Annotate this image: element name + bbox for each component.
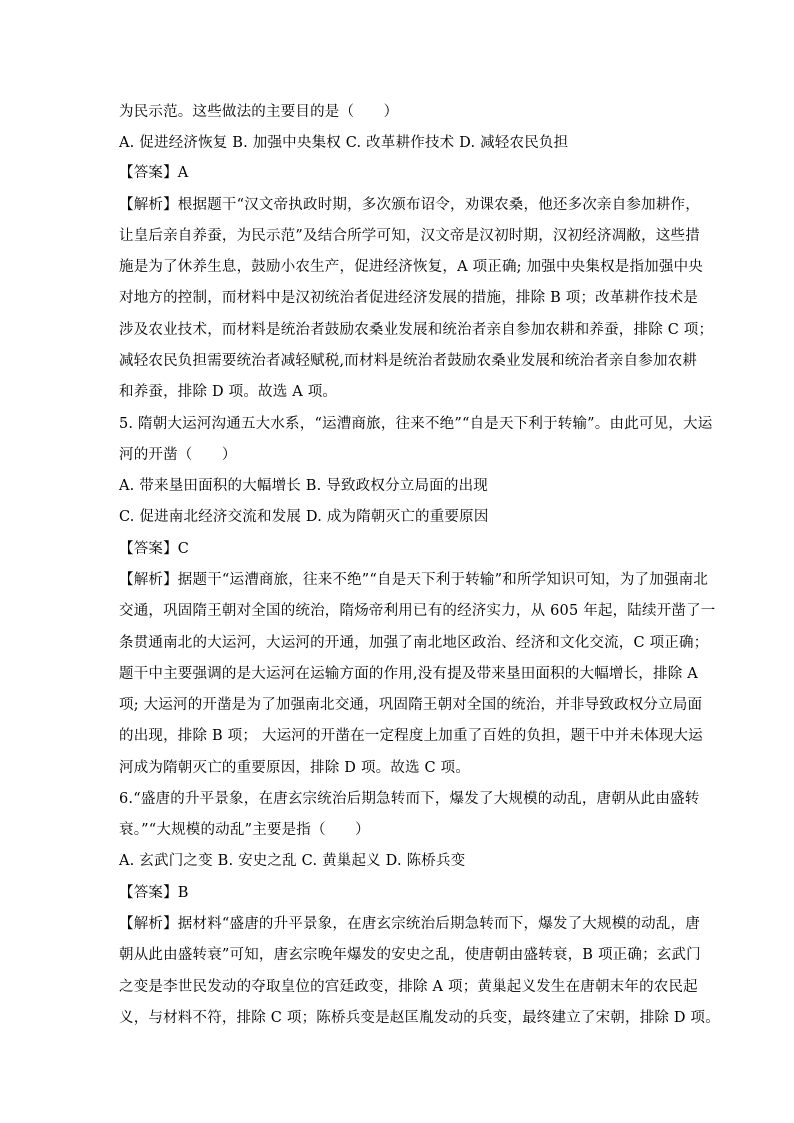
question-5-stem: 5. 隋朝大运河沟通五大水系，“运漕商旅，往来不绝”“自是天下利于转输”。由此可见，大运 [119,416,713,432]
question-6-options: A. 玄武门之变 B. 安史之乱 C. 黄巢起义 D. 陈桥兵变 [119,853,466,869]
question-6-analysis-line: 之变是李世民发动的夺取皇位的宫廷政变，排除 A 项；黄巢起义发生在唐朝末年的农民起 [119,979,698,995]
question-5-answer: 【答案】C [119,541,190,557]
question-4-analysis-line: 涉及农业技术，而材料是统治者鼓励农桑业发展和统治者亲自参加农耕和养蚕，排除 C 项； [119,322,714,338]
question-4-analysis-line: 减轻农民负担需要统治者减轻赋税,而材料是统治者鼓励农桑业发展和统治者亲自参加农耕 [119,353,698,369]
question-6-stem: 6.“盛唐的升平景象，在唐玄宗统治后期急转而下，爆发了大规模的动乱，唐朝从此由盛转 [119,791,700,807]
question-5-analysis-line: 【解析】据题干“运漕商旅，往来不绝”“自是天下利于转输”和所学知识可知，为了加强南北 [119,572,709,588]
question-5-analysis-line: 河成为隋朝灭亡的重要原因，排除 D 项。故选 C 项。 [119,760,471,776]
question-6-answer: 【答案】B [119,885,189,901]
question-5-options: A. 带来垦田面积的大幅增长 B. 导致政权分立局面的出现 [119,478,488,494]
question-6-analysis-line: 义，与材料不符，排除 C 项；陈桥兵变是赵匡胤发动的兵变，最终建立了宋朝，排除 D 项。 [119,1010,720,1026]
question-4-analysis-line: 对地方的控制，而材料中是汉初统治者促进经济发展的措施，排除 B 项；改革耕作技术是 [119,290,699,306]
question-4-analysis-line: 和养蚕，排除 D 项。故选 A 项。 [119,384,338,400]
question-4-analysis-line: 让皇后亲自养蚕，为民示范”及结合所学可知，汉文帝是汉初时期，汉初经济凋敝，这些措 [119,228,700,244]
question-5-options: C. 促进南北经济交流和发展 D. 成为隋朝灭亡的重要原因 [119,509,489,525]
question-5-analysis-line: 交通，巩固隋王朝对全国的统治，隋炀帝利用已有的经济实力，从 605 年起，陆续开凿了一 [119,603,716,619]
question-5-analysis-line: 项; 大运河的开凿是为了加强南北交通，巩固隋王朝对全国的统治，并非导致政权分立局面 [119,697,703,713]
question-4-analysis-line: 施是为了休养生息，鼓励小农生产，促进经济恢复，A 项正确; 加强中央集权是指加强中央 [119,259,703,275]
question-5-analysis-line: 的出现，排除 B 项； 大运河的开凿在一定程度上加重了百姓的负担，题干中并未体现大运 [119,728,703,744]
question-5-analysis-line: 题干中主要强调的是大运河在运输方面的作用,没有提及带来垦田面积的大幅增长，排除 A [119,666,698,682]
question-5-analysis-line: 条贯通南北的大运河，大运河的开通，加强了南北地区政治、经济和文化交流，C 项正确； [119,635,709,651]
question-4-answer: 【答案】A [119,165,189,181]
question-6-analysis-line: 【解析】据材料“盛唐的升平景象，在唐玄宗统治后期急转而下，爆发了大规模的动乱，唐 [119,916,700,932]
question-4-stem-end: 为民示范。这些做法的主要目的是（ ） [119,104,399,120]
question-4-options: A. 促进经济恢复 B. 加强中央集权 C. 改革耕作技术 D. 减轻农民负担 [119,135,569,151]
question-6-analysis-line: 朝从此由盛转衰”可知，唐玄宗晚年爆发的安史之乱，使唐朝由盛转衰，B 项正确；玄武门 [119,947,701,963]
question-5-stem: 河的开凿（ ） [119,447,237,463]
question-4-analysis-line: 【解析】根据题干“汉文帝执政时期，多次颁布诏令，劝课农桑，他还多次亲自参加耕作， [119,197,700,213]
question-6-stem: 衰。”“大规模的动乱”主要是指（ ） [119,822,370,838]
